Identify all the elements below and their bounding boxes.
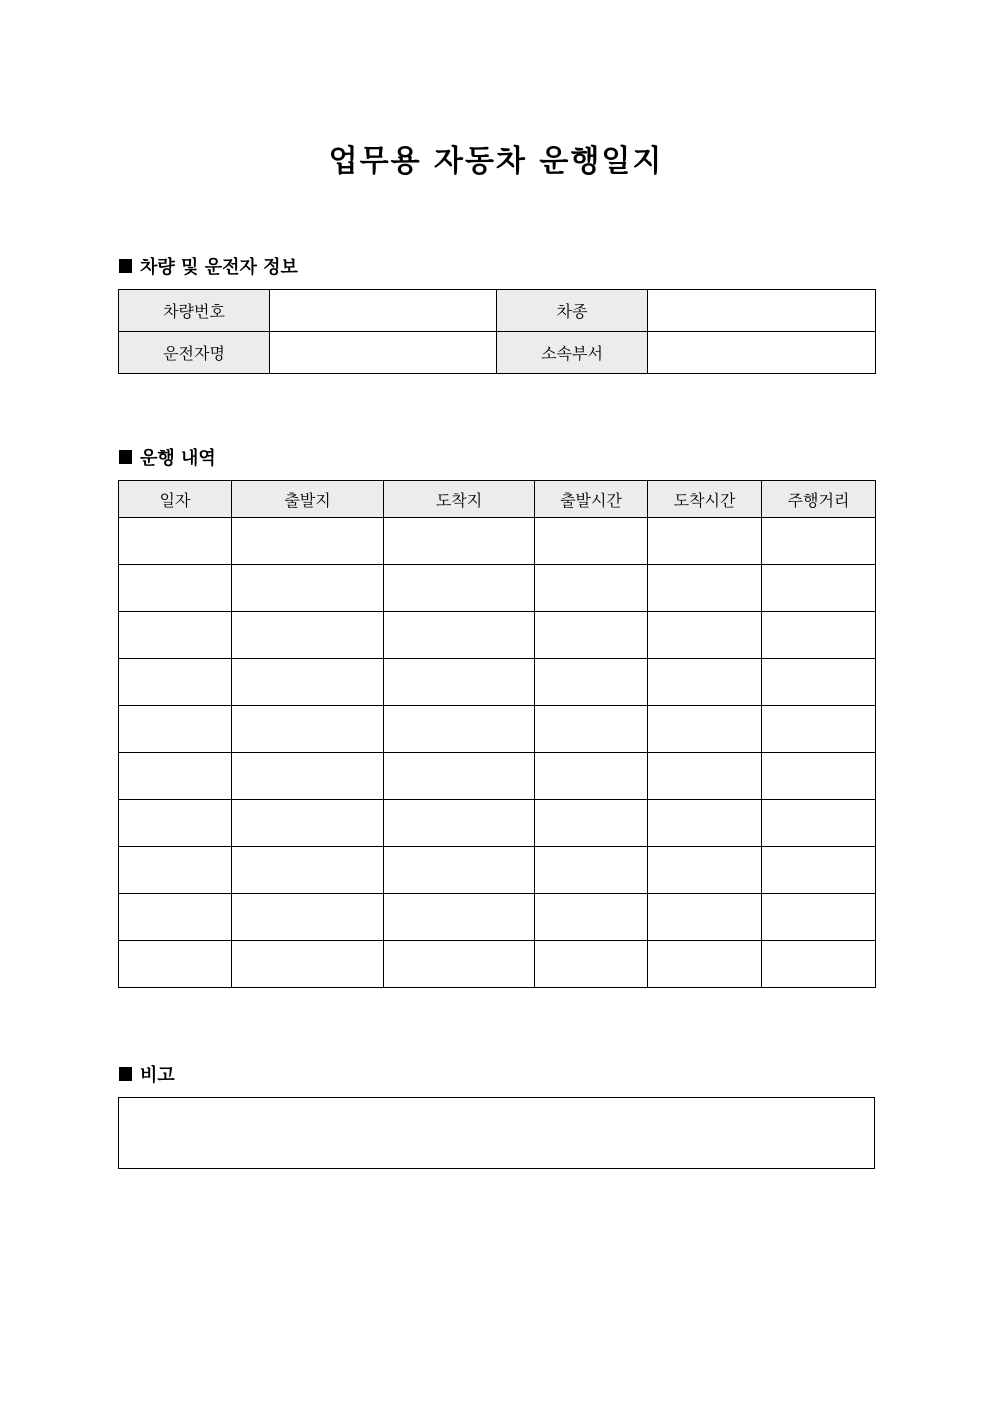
document-title: 업무용 자동차 운행일지 bbox=[328, 144, 664, 179]
distance-cell[interactable] bbox=[762, 565, 876, 612]
vehicle-number-field[interactable] bbox=[270, 290, 497, 332]
department-field[interactable] bbox=[648, 332, 876, 374]
column-header-distance: 주행거리 bbox=[762, 481, 876, 518]
remarks-field[interactable] bbox=[118, 1097, 875, 1169]
table-row bbox=[119, 800, 876, 847]
departure-cell[interactable] bbox=[232, 706, 384, 753]
table-row bbox=[119, 518, 876, 565]
remarks-heading bbox=[119, 1061, 175, 1087]
departure-time-cell[interactable] bbox=[535, 753, 648, 800]
trip-log-heading-label: 운행 내역 bbox=[140, 448, 216, 469]
departure-time-cell[interactable] bbox=[535, 800, 648, 847]
departure-cell[interactable] bbox=[232, 800, 384, 847]
arrival-time-cell[interactable] bbox=[648, 753, 762, 800]
trip-log-table bbox=[118, 480, 876, 988]
vehicle-info-table bbox=[118, 289, 876, 374]
driver-name-label: 운전자명 bbox=[119, 332, 270, 374]
departure-time-cell[interactable] bbox=[535, 565, 648, 612]
date-cell[interactable] bbox=[119, 894, 232, 941]
table-row bbox=[119, 565, 876, 612]
departure-time-cell[interactable] bbox=[535, 894, 648, 941]
table-row bbox=[119, 941, 876, 988]
departure-cell[interactable] bbox=[232, 894, 384, 941]
distance-cell[interactable] bbox=[762, 659, 876, 706]
column-header-departure: 출발지 bbox=[232, 481, 384, 518]
vehicle-info-row bbox=[119, 290, 876, 332]
date-cell[interactable] bbox=[119, 753, 232, 800]
arrival-time-cell[interactable] bbox=[648, 518, 762, 565]
date-cell[interactable] bbox=[119, 659, 232, 706]
departure-time-cell[interactable] bbox=[535, 706, 648, 753]
date-cell[interactable] bbox=[119, 847, 232, 894]
column-header-departure-time: 출발시간 bbox=[535, 481, 648, 518]
distance-cell[interactable] bbox=[762, 800, 876, 847]
vehicle-info-heading bbox=[119, 253, 298, 279]
destination-cell[interactable] bbox=[384, 518, 535, 565]
date-cell[interactable] bbox=[119, 941, 232, 988]
destination-cell[interactable] bbox=[384, 847, 535, 894]
destination-cell[interactable] bbox=[384, 753, 535, 800]
departure-cell[interactable] bbox=[232, 941, 384, 988]
column-header-destination: 도착지 bbox=[384, 481, 535, 518]
departure-time-cell[interactable] bbox=[535, 612, 648, 659]
square-bullet-icon bbox=[119, 259, 132, 273]
table-row bbox=[119, 706, 876, 753]
arrival-time-cell[interactable] bbox=[648, 706, 762, 753]
destination-cell[interactable] bbox=[384, 706, 535, 753]
departure-cell[interactable] bbox=[232, 847, 384, 894]
date-cell[interactable] bbox=[119, 518, 232, 565]
destination-cell[interactable] bbox=[384, 941, 535, 988]
date-cell[interactable] bbox=[119, 612, 232, 659]
date-cell[interactable] bbox=[119, 565, 232, 612]
distance-cell[interactable] bbox=[762, 753, 876, 800]
arrival-time-cell[interactable] bbox=[648, 894, 762, 941]
destination-cell[interactable] bbox=[384, 800, 535, 847]
departure-cell[interactable] bbox=[232, 612, 384, 659]
table-row bbox=[119, 612, 876, 659]
distance-cell[interactable] bbox=[762, 847, 876, 894]
arrival-time-cell[interactable] bbox=[648, 847, 762, 894]
destination-cell[interactable] bbox=[384, 565, 535, 612]
vehicle-info-heading-label: 차량 및 운전자 정보 bbox=[140, 257, 298, 278]
arrival-time-cell[interactable] bbox=[648, 612, 762, 659]
destination-cell[interactable] bbox=[384, 894, 535, 941]
driver-name-field[interactable] bbox=[270, 332, 497, 374]
vehicle-type-field[interactable] bbox=[648, 290, 876, 332]
distance-cell[interactable] bbox=[762, 894, 876, 941]
column-header-arrival-time: 도착시간 bbox=[648, 481, 762, 518]
table-row bbox=[119, 894, 876, 941]
trip-log-heading bbox=[119, 444, 216, 470]
departure-cell[interactable] bbox=[232, 565, 384, 612]
table-row bbox=[119, 847, 876, 894]
column-header-date: 일자 bbox=[119, 481, 232, 518]
departure-time-cell[interactable] bbox=[535, 659, 648, 706]
arrival-time-cell[interactable] bbox=[648, 659, 762, 706]
vehicle-type-label: 차종 bbox=[497, 290, 648, 332]
departure-cell[interactable] bbox=[232, 753, 384, 800]
date-cell[interactable] bbox=[119, 800, 232, 847]
destination-cell[interactable] bbox=[384, 612, 535, 659]
departure-time-cell[interactable] bbox=[535, 847, 648, 894]
distance-cell[interactable] bbox=[762, 941, 876, 988]
vehicle-number-label: 차량번호 bbox=[119, 290, 270, 332]
arrival-time-cell[interactable] bbox=[648, 800, 762, 847]
arrival-time-cell[interactable] bbox=[648, 565, 762, 612]
square-bullet-icon bbox=[119, 1067, 132, 1081]
department-label: 소속부서 bbox=[497, 332, 648, 374]
departure-cell[interactable] bbox=[232, 518, 384, 565]
distance-cell[interactable] bbox=[762, 706, 876, 753]
arrival-time-cell[interactable] bbox=[648, 941, 762, 988]
vehicle-info-row bbox=[119, 332, 876, 374]
departure-time-cell[interactable] bbox=[535, 518, 648, 565]
table-row bbox=[119, 659, 876, 706]
destination-cell[interactable] bbox=[384, 659, 535, 706]
remarks-heading-label: 비고 bbox=[140, 1065, 175, 1086]
table-row bbox=[119, 753, 876, 800]
distance-cell[interactable] bbox=[762, 612, 876, 659]
date-cell[interactable] bbox=[119, 706, 232, 753]
departure-time-cell[interactable] bbox=[535, 941, 648, 988]
distance-cell[interactable] bbox=[762, 518, 876, 565]
trip-log-body bbox=[119, 518, 876, 988]
departure-cell[interactable] bbox=[232, 659, 384, 706]
square-bullet-icon bbox=[119, 450, 132, 464]
trip-log-header-row bbox=[119, 481, 876, 518]
